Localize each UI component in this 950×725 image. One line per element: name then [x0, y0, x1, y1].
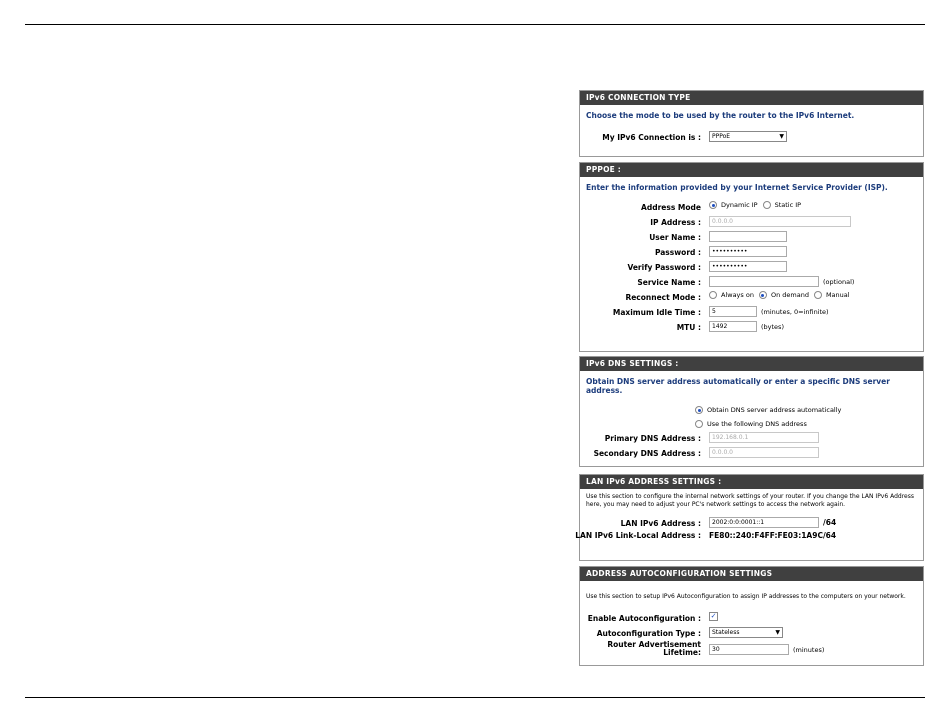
mtu-label: MTU : — [676, 323, 701, 332]
idle-time-label: Maximum Idle Time : — [612, 308, 701, 317]
secondary-dns-input[interactable]: 0.0.0.0 — [709, 447, 819, 458]
dns-manual-label: Use the following DNS address — [707, 420, 807, 428]
reconnect-ondemand-radio[interactable] — [759, 291, 767, 299]
idle-time-input[interactable]: 5 — [709, 306, 757, 317]
reconnect-ondemand-label: On demand — [770, 291, 809, 299]
autoconfig-type-select[interactable] — [709, 627, 783, 638]
ipv6-dns-intro: Obtain DNS server address automatically or enter a specific DNS server address. — [586, 377, 890, 395]
service-name-label: Service Name : — [637, 278, 701, 287]
lan-ipv6-linklocal-value: FE80::240:F4FF:FE03:1A9C/64 — [709, 531, 837, 540]
secondary-dns-label: Secondary DNS Address : — [593, 449, 701, 458]
ipv6-connection-label: My IPv6 Connection is : — [602, 133, 701, 142]
ipv6-dns-panel — [579, 356, 924, 467]
dns-auto-radio[interactable] — [695, 406, 703, 414]
router-adv-lifetime-input[interactable]: 30 — [709, 644, 789, 655]
username-label: User Name : — [649, 233, 701, 242]
top-rule — [25, 24, 925, 25]
ip-address-label: IP Address : — [650, 218, 701, 227]
lan-ipv6-address-label: LAN IPv6 Address : — [620, 519, 701, 528]
password-label: Password : — [654, 248, 701, 257]
primary-dns-input[interactable]: 192.168.0.1 — [709, 432, 819, 443]
service-name-suffix: (optional) — [823, 277, 855, 286]
dns-manual-radio[interactable] — [695, 420, 703, 428]
idle-time-suffix: (minutes, 0=infinite) — [761, 307, 829, 316]
chevron-down-icon: ▼ — [779, 133, 784, 140]
lan-ipv6-prefix: /64 — [823, 518, 837, 527]
bottom-rule — [25, 697, 925, 698]
router-adv-lifetime-label-line1: Router Advertisement — [607, 640, 701, 649]
primary-dns-label: Primary DNS Address : — [604, 434, 701, 443]
autoconfig-type-label: Autoconfiguration Type : — [596, 629, 701, 638]
reconnect-manual-label: Manual — [825, 291, 850, 299]
ipv6-connection-intro: Choose the mode to be used by the router to the IPv6 Internet. — [586, 111, 855, 120]
autoconfig-panel — [579, 566, 924, 666]
reconnect-always-radio[interactable] — [709, 291, 717, 299]
reconnect-manual-radio[interactable] — [814, 291, 822, 299]
username-input[interactable] — [709, 231, 787, 242]
address-mode-static-label: Static IP — [774, 201, 802, 209]
ip-address-input[interactable]: 0.0.0.0 — [709, 216, 851, 227]
autoconfig-note: Use this section to setup IPv6 Autoconfiguration to assign IP addresses to the computers on your network. — [586, 593, 906, 600]
pppoe-panel — [579, 162, 924, 352]
reconnect-mode-label: Reconnect Mode : — [625, 293, 701, 302]
lan-ipv6-note: Use this section to configure the internal network settings of your router. If you change the LAN IPv6 Address here, you may need to adjust your PC's network settings to access the network again. — [586, 493, 914, 508]
service-name-input[interactable] — [709, 276, 819, 287]
autoconfig-header: ADDRESS AUTOCONFIGURATION SETTINGS — [580, 567, 923, 581]
enable-autoconfig-checkbox[interactable]: ✓ — [710, 612, 717, 620]
reconnect-always-label: Always on — [721, 291, 754, 299]
ipv6-dns-header: IPv6 DNS SETTINGS : — [580, 357, 923, 371]
dns-auto-label: Obtain DNS server address automatically — [707, 406, 842, 414]
lan-ipv6-header: LAN IPv6 ADDRESS SETTINGS : — [580, 475, 923, 489]
mtu-suffix: (bytes) — [761, 322, 784, 331]
router-adv-lifetime-label — [607, 641, 701, 657]
pppoe-intro: Enter the information provided by your Internet Service Provider (ISP). — [586, 183, 888, 192]
router-adv-lifetime-label-line2: Lifetime: — [663, 648, 701, 657]
ipv6-connection-type-panel — [579, 90, 924, 157]
mtu-input[interactable]: 1492 — [709, 321, 757, 332]
address-mode-dynamic-radio[interactable] — [709, 201, 717, 209]
ipv6-connection-value: PPPoE — [712, 133, 731, 140]
ipv6-connection-type-header: IPv6 CONNECTION TYPE — [580, 91, 923, 105]
address-mode-static-radio[interactable] — [763, 201, 771, 209]
lan-ipv6-address-input[interactable]: 2002:0:0:0001::1 — [709, 517, 819, 528]
address-mode-label: Address Mode — [641, 203, 701, 212]
lan-ipv6-panel — [575, 474, 924, 561]
password-input[interactable]: •••••••••• — [709, 246, 787, 257]
enable-autoconfig-label: Enable Autoconfiguration : — [587, 614, 701, 623]
autoconfig-type-value: Stateless — [712, 629, 740, 636]
router-adv-lifetime-suffix: (minutes) — [793, 645, 825, 654]
lan-ipv6-linklocal-label: LAN IPv6 Link-Local Address : — [575, 531, 701, 540]
verify-password-input[interactable]: •••••••••• — [709, 261, 787, 272]
pppoe-header: PPPOE : — [580, 163, 923, 177]
address-mode-dynamic-label: Dynamic IP — [721, 201, 758, 209]
ipv6-connection-select[interactable] — [709, 131, 787, 142]
verify-password-label: Verify Password : — [627, 263, 701, 272]
chevron-down-icon: ▼ — [775, 629, 780, 636]
